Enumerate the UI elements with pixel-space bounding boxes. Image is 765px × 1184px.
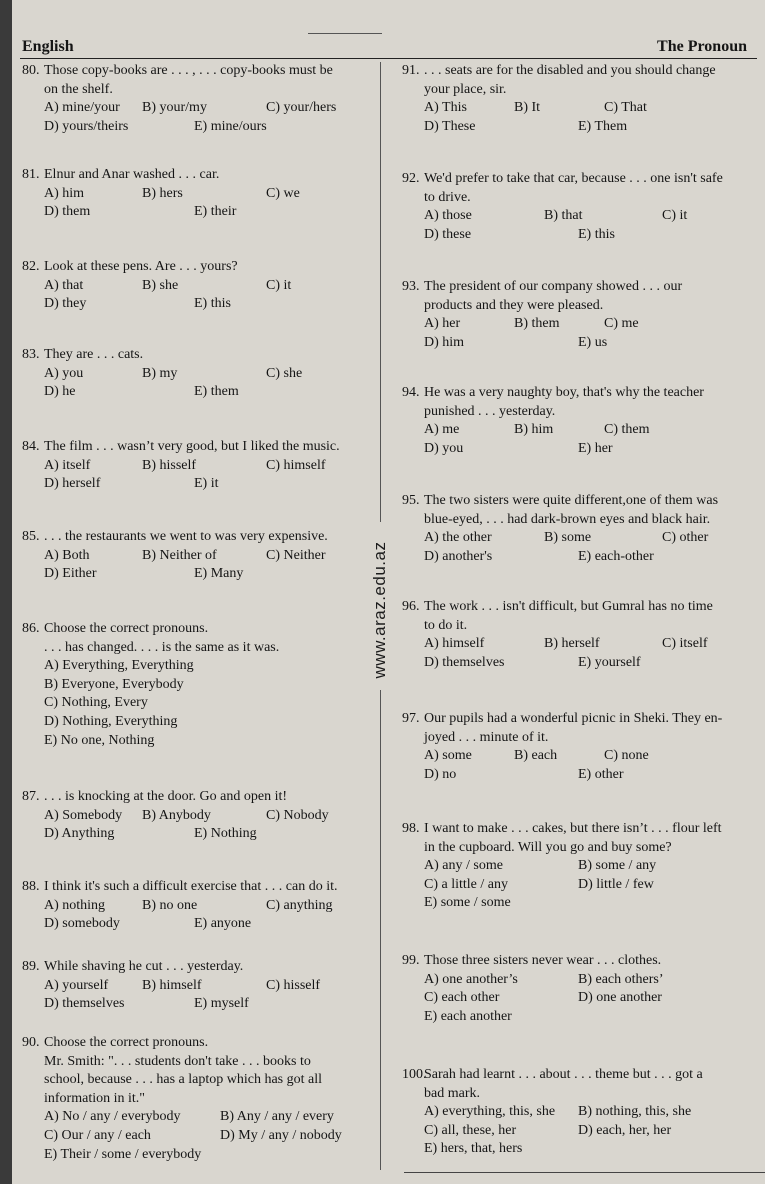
answer-option[interactable]: E) yourself: [578, 654, 641, 670]
answer-option[interactable]: E) Them: [578, 118, 628, 134]
question-line: [22, 878, 374, 897]
question-text: to do it.: [424, 617, 468, 633]
question-line: [424, 729, 759, 748]
option-row: [44, 995, 374, 1014]
question-number: 88.: [22, 879, 40, 894]
question-text: Choose the correct pronouns.: [44, 621, 209, 636]
answer-options: [424, 857, 759, 913]
workbook-page: [12, 0, 765, 1184]
question-text: information in it.": [44, 1090, 145, 1106]
question-84: [22, 438, 374, 494]
answer-option[interactable]: B) some / any: [578, 858, 657, 874]
question-96: [402, 598, 759, 672]
answer-option[interactable]: D) herself: [44, 476, 101, 492]
question-line: [44, 1053, 374, 1072]
answer-option[interactable]: E) them: [194, 384, 239, 400]
option-row: [44, 657, 374, 676]
answer-options: [424, 635, 759, 672]
question-100: [402, 1066, 759, 1159]
answer-options: [44, 977, 374, 1014]
question-line: [402, 710, 759, 729]
answer-option[interactable]: E) myself: [194, 996, 249, 1012]
answer-option[interactable]: C) none: [604, 748, 649, 764]
answer-option[interactable]: A) Everything, Everything: [44, 658, 194, 674]
answer-options: [424, 1103, 759, 1159]
question-85: [22, 528, 374, 584]
question-number: 83.: [22, 347, 40, 362]
question-line: [22, 528, 374, 547]
question-line: [402, 492, 759, 511]
answer-options: [424, 421, 759, 458]
question-number: 81.: [22, 167, 40, 182]
question-text: school, because . . . has a laptop which has got all: [44, 1072, 322, 1088]
question-number: 87.: [22, 789, 40, 804]
question-text: . . . has changed. . . . is the same as it was.: [44, 639, 280, 655]
answer-options: [424, 99, 759, 136]
question-number: 96.: [402, 599, 420, 614]
answer-options: [44, 547, 374, 584]
answer-options: [44, 1108, 374, 1164]
answer-option[interactable]: B) herself: [544, 636, 600, 652]
question-text: on the shelf.: [44, 81, 113, 97]
option-row: [44, 977, 374, 996]
answer-option[interactable]: B) Any / any / every: [220, 1109, 334, 1125]
answer-option[interactable]: A) nothing: [44, 897, 106, 913]
option-row: [424, 334, 759, 353]
answer-option[interactable]: D) him: [424, 334, 465, 350]
option-row: [424, 876, 759, 895]
option-row: [424, 635, 759, 654]
question-line: [22, 62, 374, 81]
option-row: [44, 915, 374, 934]
option-row: [424, 421, 759, 440]
answer-option[interactable]: A) everything, this, she: [424, 1104, 556, 1120]
answer-option[interactable]: C) That: [604, 100, 647, 116]
answer-option[interactable]: C) all, these, her: [424, 1122, 517, 1138]
answer-options: [424, 315, 759, 352]
question-text: The president of our company showed . . . our: [424, 279, 683, 294]
question-line: [402, 1066, 759, 1085]
question-91: [402, 62, 759, 136]
question-number: 94.: [402, 385, 420, 400]
answer-option[interactable]: D) they: [44, 296, 87, 312]
answer-option[interactable]: B) she: [142, 277, 179, 293]
option-row: [44, 99, 374, 118]
option-row: [424, 548, 759, 567]
question-93: [402, 278, 759, 352]
answer-option[interactable]: B) Everyone, Everybody: [44, 676, 184, 692]
subject-heading: English: [22, 38, 74, 55]
question-number: 97.: [402, 711, 420, 726]
topic-heading: The Pronoun: [657, 38, 747, 55]
question-number: 98.: [402, 821, 420, 836]
answer-option[interactable]: B) Neither of: [142, 547, 217, 563]
question-line: [424, 511, 759, 530]
answer-option[interactable]: C) it: [266, 277, 292, 293]
answer-option[interactable]: C) it: [662, 208, 688, 224]
answer-option[interactable]: C) himself: [266, 457, 326, 473]
answer-option[interactable]: C) them: [604, 422, 650, 438]
option-row: [44, 807, 374, 826]
answer-option[interactable]: A) No / any / everybody: [44, 1109, 181, 1125]
answer-option[interactable]: B) It: [514, 100, 541, 116]
answer-option[interactable]: C) each other: [424, 990, 500, 1006]
question-text: The film . . . wasn’t very good, but I liked the music.: [44, 439, 340, 454]
answer-option[interactable]: E) their: [194, 204, 237, 220]
question-line: [22, 788, 374, 807]
answer-option[interactable]: B) no one: [142, 897, 198, 913]
answer-option[interactable]: C) anything: [266, 897, 333, 913]
question-line: [424, 617, 759, 636]
option-row: [424, 766, 759, 785]
option-row: [44, 475, 374, 494]
answer-option[interactable]: C) your/hers: [266, 100, 337, 116]
answer-option[interactable]: D) each, her, her: [578, 1122, 672, 1138]
question-94: [402, 384, 759, 458]
answer-option[interactable]: E) anyone: [194, 916, 252, 932]
option-row: [44, 713, 374, 732]
question-text: Look at these pens. Are . . . yours?: [44, 259, 238, 274]
answer-options: [44, 897, 374, 934]
answer-options: [44, 365, 374, 402]
question-text: While shaving he cut . . . yesterday.: [44, 959, 244, 974]
answer-option[interactable]: B) himself: [142, 977, 202, 993]
question-90: [22, 1034, 374, 1164]
answer-option[interactable]: A) any / some: [424, 858, 503, 874]
answer-option[interactable]: D) you: [424, 440, 464, 456]
option-row: [424, 747, 759, 766]
question-text: your place, sir.: [424, 81, 507, 97]
option-row: [424, 1122, 759, 1141]
answer-option[interactable]: E) other: [578, 766, 624, 782]
answer-option[interactable]: D) My / any / nobody: [220, 1127, 342, 1143]
question-text: Elnur and Anar washed . . . car.: [44, 167, 220, 182]
answer-option[interactable]: A) mine/your: [44, 100, 120, 116]
answer-option[interactable]: C) itself: [662, 636, 708, 652]
answer-option[interactable]: E) some / some: [424, 895, 511, 911]
answer-options: [44, 185, 374, 222]
answer-option[interactable]: B) each: [514, 748, 558, 764]
question-line: [44, 639, 374, 658]
answer-option[interactable]: A) itself: [44, 457, 91, 473]
column-divider: [380, 62, 381, 522]
top-divider: [308, 33, 382, 34]
question-line: [22, 346, 374, 365]
option-row: [424, 857, 759, 876]
answer-option[interactable]: A) Both: [44, 547, 90, 563]
question-text: . . . is knocking at the door. Go and open it!: [44, 789, 288, 804]
question-text: joyed . . . minute of it.: [424, 729, 549, 745]
option-row: [44, 295, 374, 314]
answer-option[interactable]: C) Neither: [266, 547, 326, 563]
question-number: 84.: [22, 439, 40, 454]
option-row: [44, 547, 374, 566]
question-line: [44, 1090, 374, 1109]
answer-options: [44, 457, 374, 494]
answer-option[interactable]: D) another's: [424, 548, 493, 564]
option-row: [424, 654, 759, 673]
question-number: 82.: [22, 259, 40, 274]
answer-options: [44, 277, 374, 314]
option-row: [424, 99, 759, 118]
question-line: [22, 620, 374, 639]
question-83: [22, 346, 374, 402]
answer-option[interactable]: D) These: [424, 118, 476, 134]
answer-option[interactable]: E) Many: [194, 566, 244, 582]
question-line: [402, 278, 759, 297]
answer-option[interactable]: C) Nothing, Every: [44, 695, 148, 711]
question-text: The work . . . isn't difficult, but Gumral has no time: [424, 599, 713, 614]
question-80: [22, 62, 374, 136]
question-line: [22, 1034, 374, 1053]
question-line: [402, 952, 759, 971]
answer-option[interactable]: A) some: [424, 748, 472, 764]
option-row: [424, 1008, 759, 1027]
answer-option[interactable]: D) Either: [44, 566, 97, 582]
option-row: [44, 365, 374, 384]
option-row: [44, 1127, 374, 1146]
watermark-text: www.araz.edu.az: [370, 541, 389, 679]
question-text: Choose the correct pronouns.: [44, 1035, 209, 1050]
answer-option[interactable]: E) her: [578, 440, 613, 456]
question-text: products and they were pleased.: [424, 297, 604, 313]
option-row: [424, 529, 759, 548]
answer-option[interactable]: D) Anything: [44, 826, 115, 842]
question-line: [22, 438, 374, 457]
answer-option[interactable]: E) No one, Nothing: [44, 732, 155, 748]
option-row: [44, 118, 374, 137]
answer-option[interactable]: D) themselves: [424, 654, 505, 670]
question-text: punished . . . yesterday.: [424, 403, 556, 419]
question-line: [44, 1071, 374, 1090]
option-row: [44, 897, 374, 916]
answer-option[interactable]: C) we: [266, 185, 300, 201]
question-82: [22, 258, 374, 314]
question-text: He was a very naughty boy, that's why the teacher: [424, 385, 704, 400]
question-text: blue-eyed, . . . had dark-brown eyes and black hair.: [424, 511, 711, 527]
question-95: [402, 492, 759, 566]
option-row: [424, 226, 759, 245]
option-row: [44, 676, 374, 695]
answer-option[interactable]: D) he: [44, 384, 76, 400]
answer-option[interactable]: B) hisself: [142, 457, 197, 473]
answer-option[interactable]: D) Nothing, Everything: [44, 713, 178, 729]
answer-options: [424, 529, 759, 566]
option-row: [424, 894, 759, 913]
question-line: [402, 384, 759, 403]
option-row: [44, 565, 374, 584]
answer-option[interactable]: A) me: [424, 422, 460, 438]
option-row: [424, 989, 759, 1008]
answer-option[interactable]: D) one another: [578, 990, 662, 1006]
question-number: 95.: [402, 493, 420, 508]
answer-option[interactable]: E) each another: [424, 1008, 512, 1024]
answer-option[interactable]: A) This: [424, 100, 467, 116]
answer-options: [424, 971, 759, 1027]
question-81: [22, 166, 374, 222]
option-row: [424, 440, 759, 459]
question-line: [22, 958, 374, 977]
option-row: [424, 315, 759, 334]
option-row: [424, 971, 759, 990]
question-text: . . . seats are for the disabled and you should change: [424, 63, 716, 78]
option-row: [424, 1140, 759, 1159]
question-number: 91.: [402, 63, 420, 78]
option-row: [44, 185, 374, 204]
option-row: [44, 1108, 374, 1127]
option-row: [44, 203, 374, 222]
option-row: [424, 207, 759, 226]
question-text: bad mark.: [424, 1085, 480, 1101]
answer-options: [44, 657, 374, 750]
question-88: [22, 878, 374, 934]
answer-option[interactable]: B) each others’: [578, 971, 664, 987]
option-row: [44, 732, 374, 751]
answer-option[interactable]: B) them: [514, 316, 560, 332]
question-87: [22, 788, 374, 844]
answer-option[interactable]: B) Anybody: [142, 807, 211, 823]
question-line: [424, 403, 759, 422]
question-text: The two sisters were quite different,one of them was: [424, 493, 719, 508]
question-text: Those three sisters never wear . . . clothes.: [424, 953, 662, 968]
question-text: . . . the restaurants we went to was very expensive.: [44, 529, 328, 544]
question-text: to drive.: [424, 189, 471, 205]
question-number: 99.: [402, 953, 420, 968]
answer-option[interactable]: B) hers: [142, 185, 183, 201]
answer-option[interactable]: E) it: [194, 476, 219, 492]
option-row: [44, 825, 374, 844]
question-number: 86.: [22, 621, 40, 636]
question-text: Sarah had learnt . . . about . . . theme but . . . got a: [424, 1067, 703, 1082]
answer-option[interactable]: B) your/my: [142, 100, 207, 116]
question-97: [402, 710, 759, 784]
question-line: [44, 81, 374, 100]
answer-option[interactable]: A) her: [424, 316, 461, 332]
answer-option[interactable]: E) mine/ours: [194, 118, 267, 134]
answer-option[interactable]: B) my: [142, 365, 178, 381]
question-line: [424, 297, 759, 316]
column-divider: [380, 690, 381, 1170]
answer-option[interactable]: C) Nobody: [266, 807, 329, 823]
option-row: [44, 694, 374, 713]
question-line: [424, 1085, 759, 1104]
option-row: [424, 1103, 759, 1122]
answer-option[interactable]: D) themselves: [44, 996, 125, 1012]
question-number: 80.: [22, 63, 40, 78]
question-99: [402, 952, 759, 1026]
answer-option[interactable]: D) somebody: [44, 916, 120, 932]
question-line: [22, 166, 374, 185]
answer-option[interactable]: D) yours/theirs: [44, 118, 129, 134]
question-line: [402, 170, 759, 189]
answer-option[interactable]: C) she: [266, 365, 303, 381]
question-text: Mr. Smith: ". . . students don't take . . . books to: [44, 1053, 311, 1069]
question-number: 85.: [22, 529, 40, 544]
answer-option[interactable]: E) this: [578, 226, 615, 242]
question-89: [22, 958, 374, 1014]
question-text: Our pupils had a wonderful picnic in Sheki. They en-: [424, 711, 723, 726]
question-number: 90.: [22, 1035, 40, 1050]
option-row: [44, 383, 374, 402]
answer-option[interactable]: A) Somebody: [44, 807, 123, 823]
question-number: 92.: [402, 171, 420, 186]
answer-option[interactable]: A) himself: [424, 636, 485, 652]
option-row: [424, 118, 759, 137]
answer-options: [44, 99, 374, 136]
question-text: in the cupboard. Will you go and buy some?: [424, 839, 672, 855]
question-number: 93.: [402, 279, 420, 294]
answer-option[interactable]: C) me: [604, 316, 639, 332]
question-text: They are . . . cats.: [44, 347, 144, 362]
question-line: [424, 839, 759, 858]
question-text: I think it's such a difficult exercise that . . . can do it.: [44, 879, 338, 894]
header-rule: [20, 58, 757, 59]
answer-option[interactable]: A) you: [44, 365, 84, 381]
option-row: [44, 277, 374, 296]
question-line: [402, 820, 759, 839]
question-line: [22, 258, 374, 277]
answer-option[interactable]: B) that: [544, 208, 583, 224]
question-text: We'd prefer to take that car, because . . . one isn't safe: [424, 171, 723, 186]
answer-option[interactable]: A) that: [44, 277, 84, 293]
answer-option[interactable]: C) Our / any / each: [44, 1127, 151, 1143]
answer-option[interactable]: D) little / few: [578, 876, 654, 892]
answer-option[interactable]: D) no: [424, 766, 457, 782]
question-98: [402, 820, 759, 913]
answer-option[interactable]: A) him: [44, 185, 85, 201]
question-line: [402, 62, 759, 81]
question-text: I want to make . . . cakes, but there isn’t . . . flour left: [424, 821, 722, 836]
answer-options: [424, 747, 759, 784]
answer-option[interactable]: A) the other: [424, 530, 492, 546]
answer-options: [44, 807, 374, 844]
answer-option[interactable]: C) hisself: [266, 977, 321, 993]
answer-option[interactable]: D) these: [424, 226, 472, 242]
answer-option[interactable]: E) Nothing: [194, 826, 257, 842]
answer-option[interactable]: B) nothing, this, she: [578, 1104, 692, 1120]
question-text: Those copy-books are . . . , . . . copy-books must be: [44, 63, 333, 78]
option-row: [44, 1146, 374, 1165]
answer-option[interactable]: B) some: [544, 530, 592, 546]
answer-option[interactable]: D) them: [44, 204, 91, 220]
answer-options: [424, 207, 759, 244]
question-number: 89.: [22, 959, 40, 974]
answer-option[interactable]: E) Their / some / everybody: [44, 1146, 202, 1162]
option-row: [44, 457, 374, 476]
question-line: [424, 189, 759, 208]
question-line: [424, 81, 759, 100]
answer-option[interactable]: A) those: [424, 208, 472, 224]
answer-option[interactable]: E) hers, that, hers: [424, 1141, 523, 1157]
answer-option[interactable]: C) other: [662, 530, 709, 546]
answer-option[interactable]: E) us: [578, 334, 608, 350]
answer-option[interactable]: E) this: [194, 296, 231, 312]
answer-option[interactable]: C) a little / any: [424, 876, 508, 892]
answer-option[interactable]: E) each-other: [578, 548, 654, 564]
answer-option[interactable]: A) one another’s: [424, 971, 518, 987]
question-line: [402, 598, 759, 617]
answer-option[interactable]: A) yourself: [44, 977, 109, 993]
question-92: [402, 170, 759, 244]
question-number: 100.: [402, 1067, 427, 1082]
answer-option[interactable]: B) him: [514, 422, 554, 438]
footer-rule: [404, 1172, 765, 1173]
question-86: [22, 620, 374, 750]
